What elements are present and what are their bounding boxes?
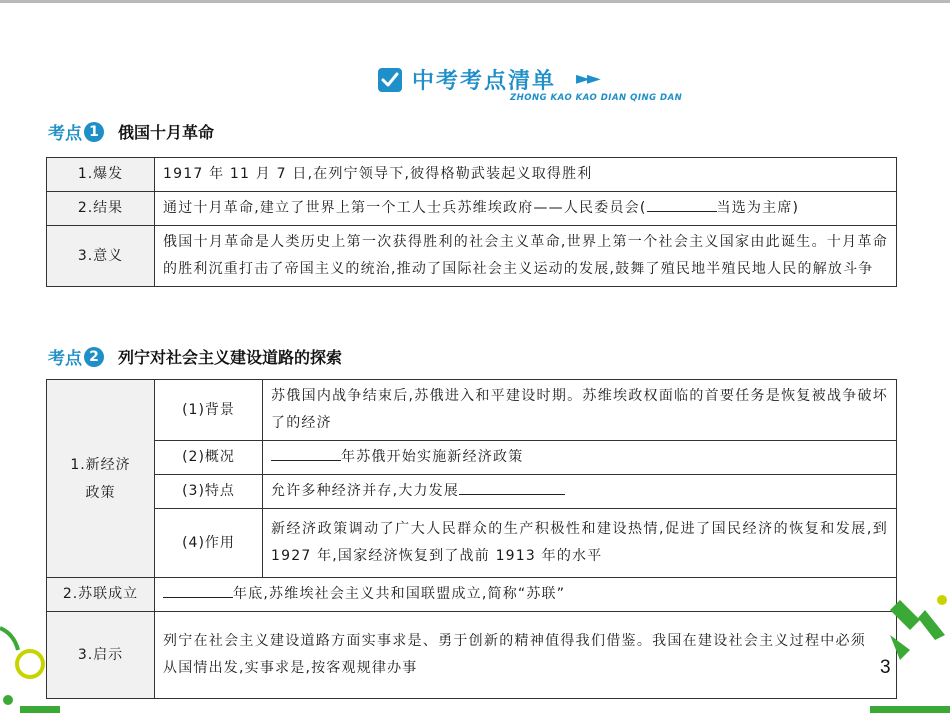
fill-blank[interactable]: [163, 581, 233, 598]
section-2-header: [48, 344, 342, 370]
section-1-table: [46, 157, 897, 287]
text-before-blank: 通过十月革命,建立了世界上第一个工人士兵苏维埃政府——人民委员会(: [163, 200, 647, 216]
section-2-number: 2: [84, 347, 104, 367]
table-row: [47, 380, 897, 441]
section-2-label: 考点: [48, 349, 82, 369]
row-text: [263, 475, 897, 509]
sub-label: (4)作用: [155, 509, 263, 578]
section-2-table: [46, 379, 897, 699]
table-row: [47, 612, 897, 699]
table-row: [47, 509, 897, 578]
table-row: [47, 578, 897, 612]
table-row: [47, 475, 897, 509]
table-row: [47, 158, 897, 192]
row-label: 2.结果: [47, 192, 155, 226]
banner-subtitle: ZHONG KAO KAO DIAN QING DAN: [510, 93, 683, 103]
corner-decoration-right: [870, 590, 950, 713]
corner-decoration-left: [0, 620, 60, 713]
section-2-title: 列宁对社会主义建设道路的探索: [118, 348, 343, 367]
text-after-blank: 当选为主席): [716, 200, 800, 216]
fill-blank[interactable]: [647, 195, 717, 212]
text-after-blank: 年苏俄开始实施新经济政策: [341, 449, 524, 465]
row-label: 1.新经济政策: [47, 380, 155, 578]
section-1-label: 考点: [48, 124, 82, 144]
row-label: 2.苏联成立: [47, 578, 155, 612]
row-text: 苏俄国内战争结束后,苏俄进入和平建设时期。苏维埃政权面临的首要任务是恢复被战争破坏了的经济: [263, 380, 897, 441]
table-row: [47, 441, 897, 475]
row-text: 列宁在社会主义建设道路方面实事求是、勇于创新的精神值得我们借鉴。我国在建设社会主义过程中必须从国情出发,实事求是,按客观规律办事: [155, 612, 897, 699]
row-text: [155, 192, 897, 226]
fill-blank[interactable]: [271, 444, 341, 461]
table-row: [47, 226, 897, 287]
double-arrow-icon: ►►: [576, 68, 598, 89]
row-text: [155, 578, 897, 612]
row-label: 3.启示: [47, 612, 155, 699]
sub-label: (2)概况: [155, 441, 263, 475]
text-before-blank: 允许多种经济并存,大力发展: [271, 483, 460, 499]
row-text: [263, 441, 897, 475]
row-label: 1.爆发: [47, 158, 155, 192]
sub-label: (3)特点: [155, 475, 263, 509]
banner-title: 中考考点清单: [412, 69, 557, 94]
row-label: 3.意义: [47, 226, 155, 287]
section-1-header: [48, 119, 214, 145]
row-text: 1917 年 11 月 7 日,在列宁领导下,彼得格勒武装起义取得胜利: [155, 158, 897, 192]
table-row: [47, 192, 897, 226]
sub-label: (1)背景: [155, 380, 263, 441]
page-number: 3: [880, 657, 891, 678]
fill-blank[interactable]: [459, 478, 565, 495]
row-text: 俄国十月革命是人类历史上第一次获得胜利的社会主义革命,世界上第一个社会主义国家由此诞生。十月革命的胜利沉重打击了帝国主义的统治,推动了国际社会主义运动的发展,鼓舞了殖民地半殖民地人民的解放斗争: [155, 226, 897, 287]
section-banner: [378, 64, 718, 106]
row-text: 新经济政策调动了广大人民群众的生产积极性和建设热情,促进了国民经济的恢复和发展,到 1927 年,国家经济恢复到了战前 1913 年的水平: [263, 509, 897, 578]
text-after-blank: 年底,苏维埃社会主义共和国联盟成立,简称“苏联”: [233, 586, 566, 602]
section-1-title: 俄国十月革命: [118, 123, 215, 142]
check-icon: [378, 68, 402, 92]
section-1-number: 1: [84, 122, 104, 142]
